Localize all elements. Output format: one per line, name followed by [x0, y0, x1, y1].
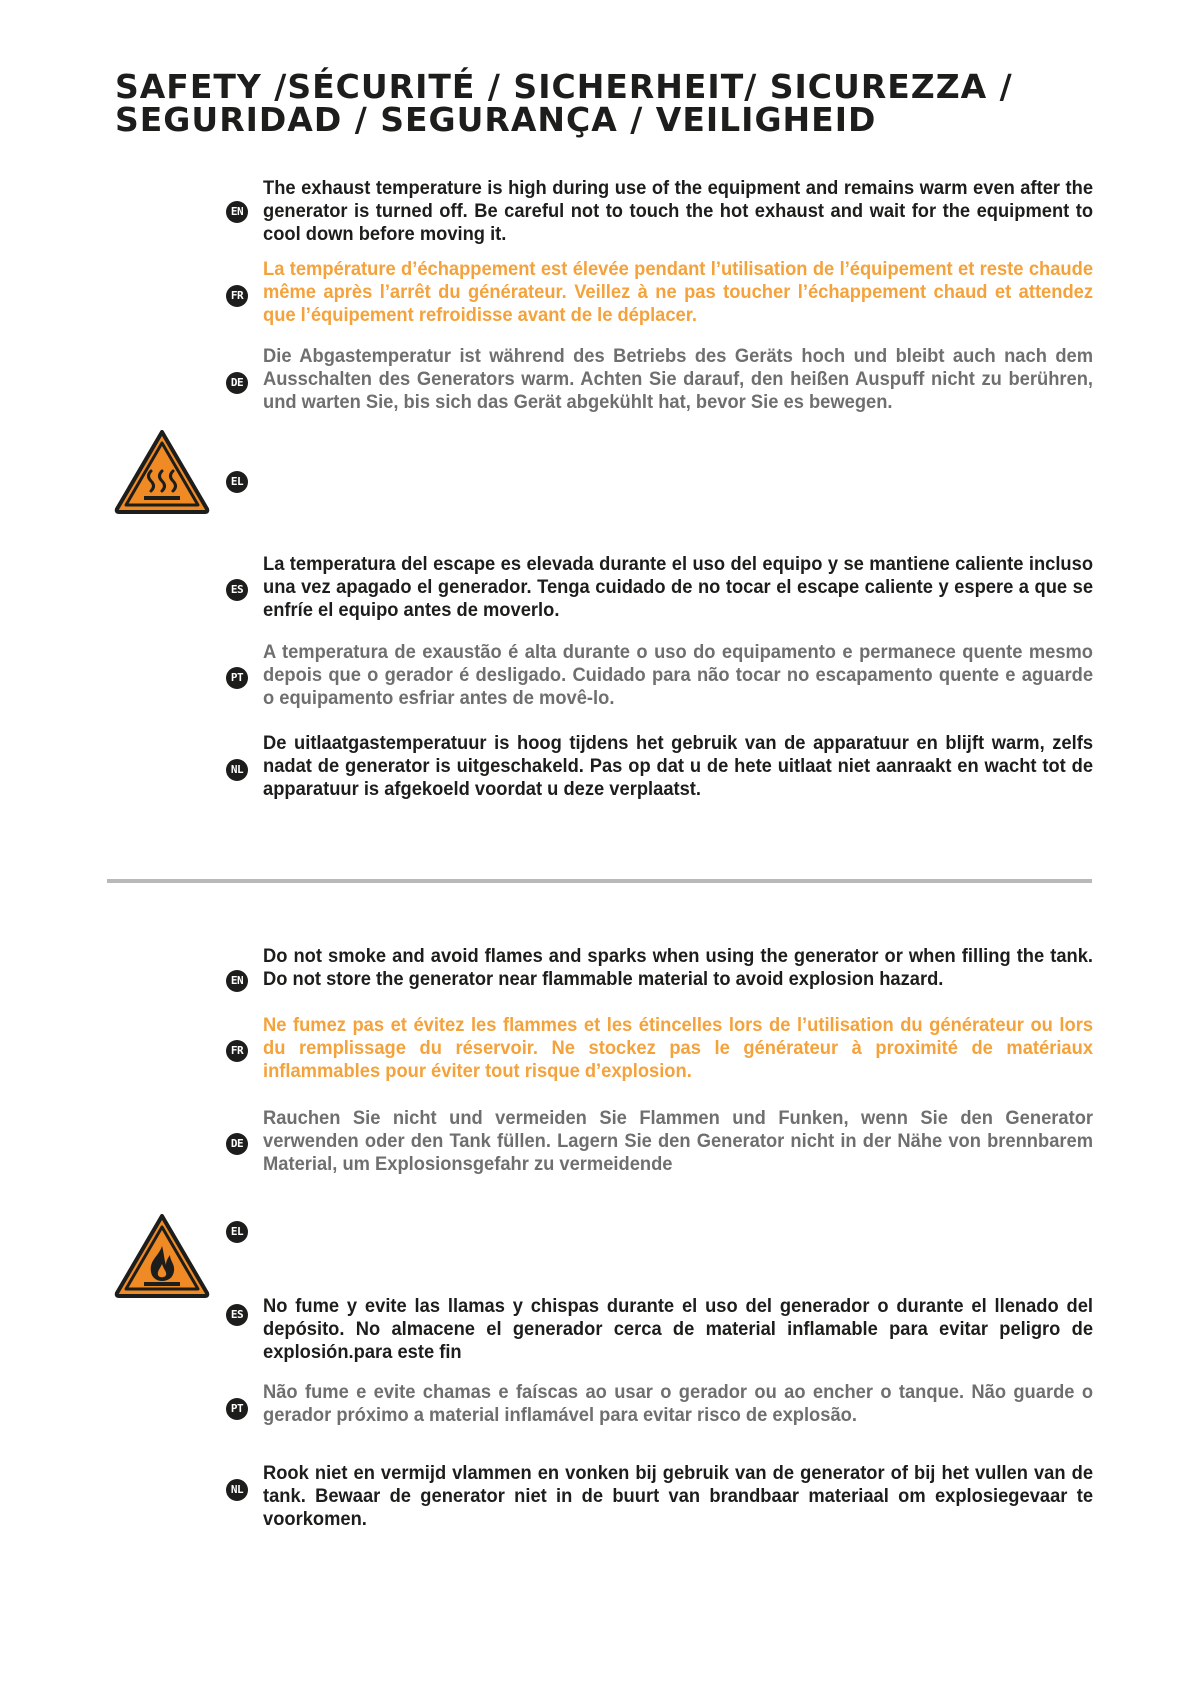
safety-text-nl: Rook niet en vermijd vlammen en vonken bij gebruik van de generator of bij het vullen van de tank. Bewaar de generator niet in de buurt van brandbaar materiaal om explosiegevaar te voorkomen. [263, 1462, 1094, 1530]
page-title-line-2: SEGURIDAD / SEGURANÇA / VEILIGHEID [115, 100, 877, 139]
safety-text-pt: Não fume e evite chamas e faíscas ao usar o gerador ou ao encher o tanque. Não guarde o gerador próximo a material inflamável para evitar risco de explosão. [263, 1381, 1094, 1426]
language-badge-en: EN [226, 201, 248, 223]
safety-text-en: Do not smoke and avoid flames and sparks when using the generator or when filling the tank. Do not store the generator near flammable material to avoid explosion hazard. [263, 945, 1094, 990]
language-badge-fr: FR [226, 1040, 248, 1062]
language-badge-el: EL [226, 471, 248, 493]
language-badge-en: EN [226, 970, 248, 992]
language-badge-nl: NL [226, 759, 248, 781]
safety-text-fr: Ne fumez pas et évitez les flammes et les étincelles lors de l’utilisation du générateur ou lors du remplissage du réservoir. Ne stockez pas le générateur à proximité de matériaux inflammables pour éviter tout risque d’explosion. [263, 1014, 1094, 1082]
language-badge-pt: PT [226, 667, 248, 689]
language-badge-pt: PT [226, 1398, 248, 1420]
language-badge-de: DE [226, 1133, 248, 1155]
safety-text-de: Rauchen Sie nicht und vermeiden Sie Flammen und Funken, wenn Sie den Generator verwenden oder den Tank füllen. Lagern Sie den Generator nicht in der Nähe von brennbarem Material, um Explosionsgefahr zu vermeidende [263, 1107, 1094, 1175]
flammable-warning-icon [113, 1212, 211, 1298]
safety-text-en: The exhaust temperature is high during use of the equipment and remains warm even after the generator is turned off. Be careful not to touch the hot exhaust and wait for the equipment to cool down before moving it. [263, 177, 1094, 245]
language-badge-el: EL [226, 1221, 248, 1243]
safety-text-nl: De uitlaatgastemperatuur is hoog tijdens het gebruik van de apparatuur en blijft warm, zelfs nadat de generator is uitgeschakeld. Pas op dat u de hete uitlaat niet aanraakt en wacht tot de apparatuur is afgekoeld voordat u deze verplaatst. [263, 732, 1094, 800]
language-badge-es: ES [226, 579, 248, 601]
safety-text-es: No fume y evite las llamas y chispas durante el uso del generador o durante el llenado del depósito. No almacene el generador cerca de material inflamable para evitar peligro de explosión.para este fin [263, 1295, 1094, 1363]
safety-text-pt: A temperatura de exaustão é alta durante o uso do equipamento e permanece quente mesmo depois que o gerador é desligado. Cuidado para não tocar no escapamento quente e aguarde o equipamento esfriar antes de movê-lo. [263, 641, 1094, 709]
safety-text-es: La temperatura del escape es elevada durante el uso del equipo y se mantiene caliente incluso una vez apagado el generador. Tenga cuidado de no tocar el escape caliente y espere a que se enfríe el equipo antes de moverlo. [263, 553, 1094, 621]
safety-text-de: Die Abgastemperatur ist während des Betriebs des Geräts hoch und bleibt auch nach dem Ausschalten des Generators warm. Achten Sie darauf, den heißen Auspuff nicht zu berühren, und warten Sie, bis sich das Gerät abgekühlt hat, bevor Sie es bewegen. [263, 345, 1094, 413]
language-badge-fr: FR [226, 285, 248, 307]
language-badge-nl: NL [226, 1479, 248, 1501]
page-title-line-1: SAFETY /SÉCURITÉ / SICHERHEIT/ SICUREZZA / [115, 67, 1013, 106]
hot-surface-warning-icon [113, 428, 211, 514]
safety-text-fr: La température d’échappement est élevée pendant l’utilisation de l’équipement et reste chaude même après l’arrêt du générateur. Veillez à ne pas toucher l’échappement chaud et attendez que l’équipement refroidisse avant de le déplacer. [263, 258, 1094, 326]
section-divider [107, 879, 1092, 883]
page-title [115, 67, 1075, 139]
language-badge-de: DE [226, 372, 248, 394]
language-badge-es: ES [226, 1304, 248, 1326]
